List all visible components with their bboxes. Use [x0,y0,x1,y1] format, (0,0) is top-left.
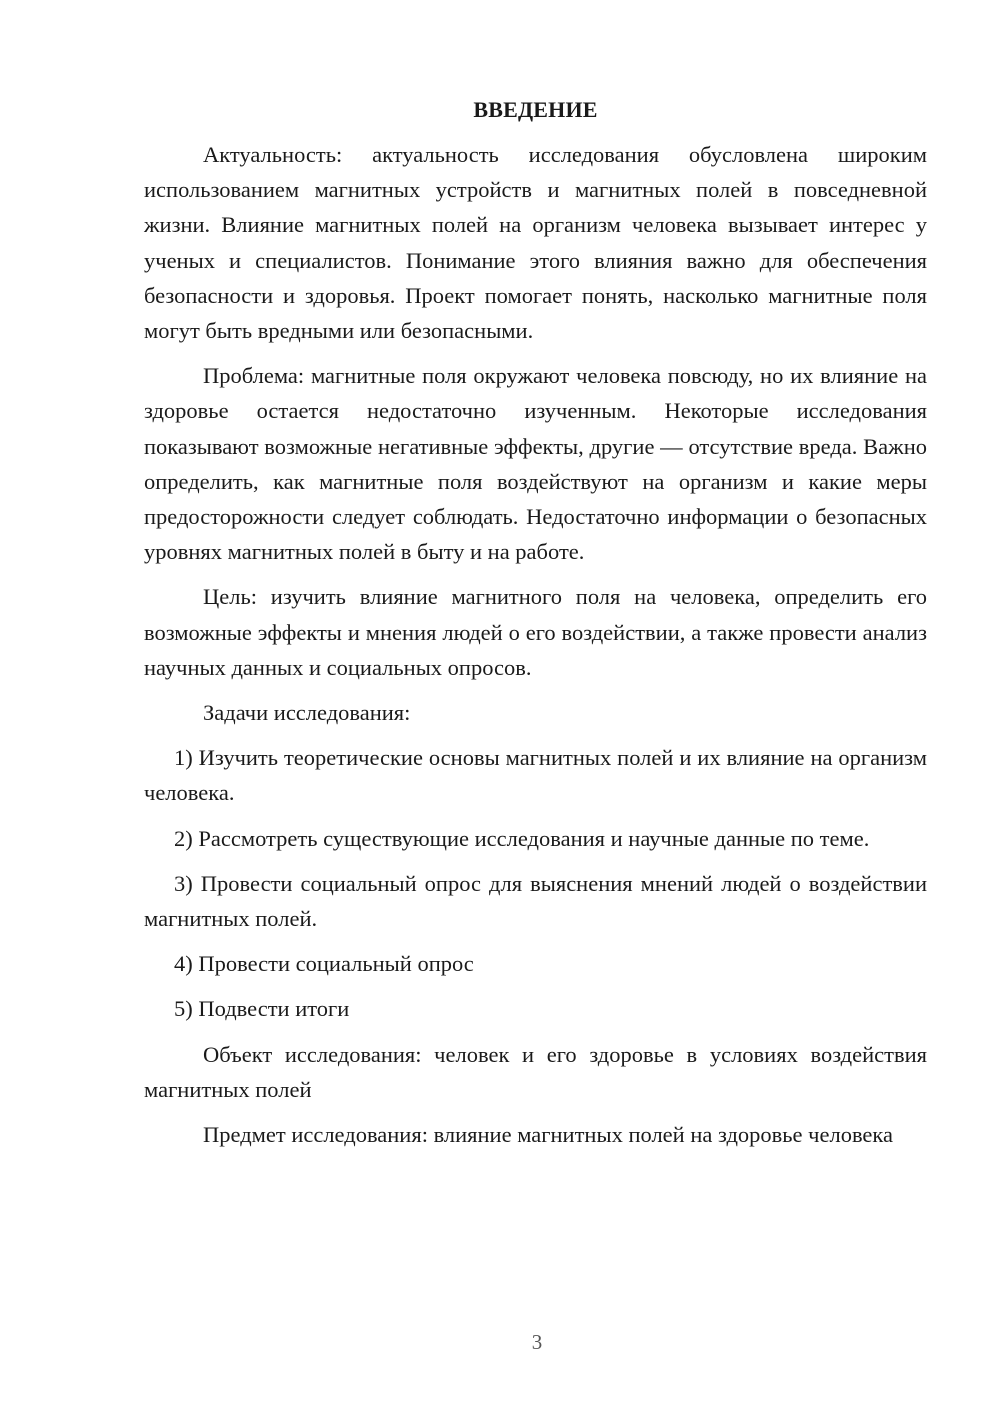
paragraph-problem: Проблема: магнитные поля окружают человека повсюду, но их влияние на здоровье остается недостаточно изученным. Некоторые исследования показывают возможные негативные эффекты, другие — отсутствие вреда. Важно определить, как магнитные поля воздействуют на организм и какие меры предосторожности следует соблюдать. Недостаточно информации о безопасных уровнях магнитных полей в быту и на работе. [144,363,927,565]
tasks-heading: Задачи исследования: [203,700,411,726]
paragraph-relevance: Актуальность: актуальность исследования обусловлена широким использованием магнитных устройств и магнитных полей в повседневной жизни. Влияние магнитных полей на организм человека вызывает интерес у ученых и специалистов. Понимание этого влияния важно для обеспечения безопасности и здоровья. Проект помогает понять, насколько магнитные поля могут быть вредными или безопасными. [144,142,927,344]
task-item-5: 5) Подвести итоги [174,996,350,1022]
task-item-1: 1) Изучить теоретические основы магнитных полей и их влияние на организм человека. [144,745,927,806]
page-number: 3 [531,1330,543,1354]
page-content [144,92,927,1152]
task-item-2: 2) Рассмотреть существующие исследования и научные данные по теме. [174,825,870,851]
task-item-4: 4) Провести социальный опрос [174,951,474,977]
paragraph-object: Объект исследования: человек и его здоровье в условиях воздействия магнитных полей [144,1041,927,1102]
page-title: ВВЕДЕНИЕ [473,97,598,122]
paragraph-goal: Цель: изучить влияние магнитного поля на человека, определить его возможные эффекты и мнения людей о его воздействии, а также провести анализ научных данных и социальных опросов. [144,584,927,680]
task-item-3: 3) Провести социальный опрос для выяснения мнений людей о воздействии магнитных полей. [144,870,927,932]
paragraph-subject: Предмет исследования: влияние магнитных полей на здоровье человека [203,1122,893,1148]
